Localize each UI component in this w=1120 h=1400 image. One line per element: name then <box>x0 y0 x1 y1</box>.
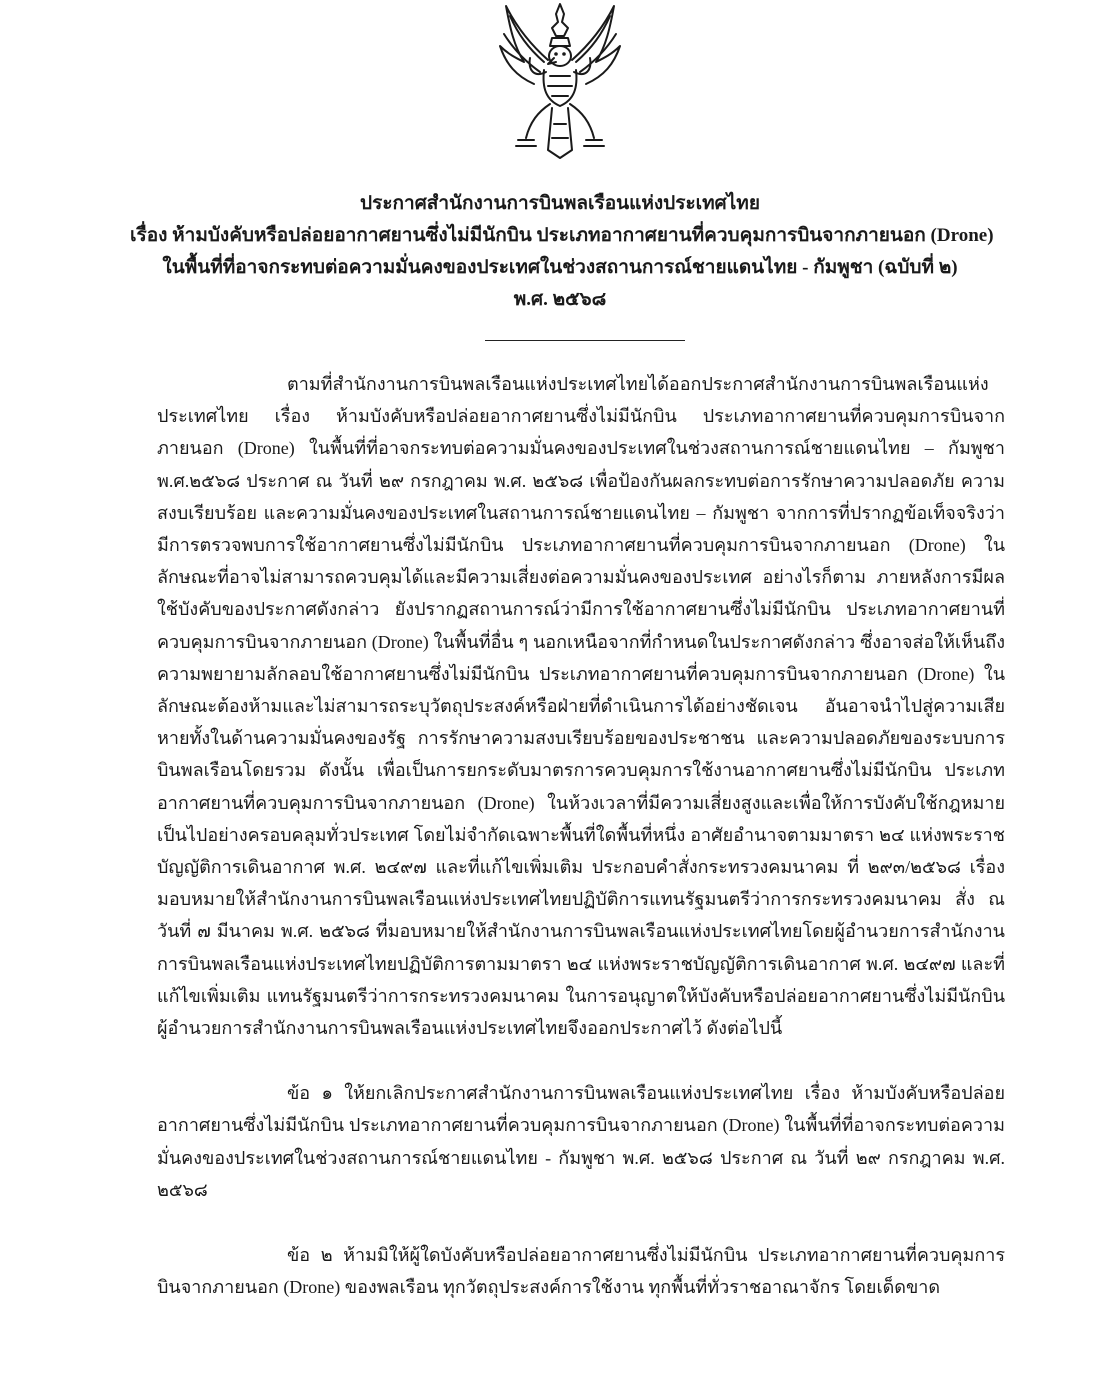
header-subject: เรื่อง ห้ามบังคับหรือปล่อยอากาศยานซึ่งไม่มีนักบิน ประเภทอากาศยานที่ควบคุมการบินจากภายนอก (Drone) <box>130 225 994 246</box>
announcement-body <box>157 368 1005 1303</box>
header-year: พ.ศ. ๒๕๖๘ <box>513 289 607 310</box>
header-divider <box>485 340 685 341</box>
garuda-emblem <box>490 0 630 162</box>
header-issuer: ประกาศสำนักงานการบินพลเรือนแห่งประเทศไทย <box>360 193 760 214</box>
clause-2-paragraph: ข้อ ๒ ห้ามมิให้ผู้ใดบังคับหรือปล่อยอากาศยานซึ่งไม่มีนักบิน ประเภทอากาศยานที่ควบคุมการบินจากภายนอก (Drone) ของพลเรือน ทุกวัตถุประสงค์การใช้งาน ทุกพื้นที่ทั่วราชอาณาจักร โดยเด็ดขาด <box>157 1245 1005 1298</box>
header-subject-continued: ในพื้นที่ที่อาจกระทบต่อความมั่นคงของประเทศในช่วงสถานการณ์ชายแดนไทย - กัมพูชา (ฉบับที่ ๒) <box>162 257 958 278</box>
preamble-paragraph: ตามที่สำนักงานการบินพลเรือนแห่งประเทศไทยได้ออกประกาศสำนักงานการบินพลเรือนแห่งประเทศไทย เรื่อง ห้ามบังคับหรือปล่อยอากาศยานซึ่งไม่มีนักบิน ประเภทอากาศยานที่ควบคุมการบินจากภายนอก (Drone) ในพื้นที่ที่อาจกระทบต่อความมั่นคงของประเทศในช่วงสถานการณ์ชายแดนไทย – กัมพูชา พ.ศ.๒๕๖๘ ประกาศ ณ วันที่ ๒๙ กรกฎาคม พ.ศ. ๒๕๖๘ เพื่อป้องกันผลกระทบต่อการรักษาความปลอดภัย ความสงบเรียบร้อย และความมั่นคงของประเทศในสถานการณ์ชายแดนไทย – กัมพูชา จากการที่ปรากฏข้อเท็จจริงว่ามีการตรวจพบการใช้อากาศยานซึ่งไม่มีนักบิน ประเภทอากาศยานที่ควบคุมการบินจากภายนอก (Drone) ในลักษณะที่อาจไม่สามารถควบคุมได้และมีความเสี่ยงต่อความมั่นคงของประเทศ อย่างไรก็ตาม ภายหลังการมีผลใช้บังคับของประกาศดังกล่าว ยังปรากฏสถานการณ์ว่ามีการใช้อากาศยานซึ่งไม่มีนักบิน ประเภทอากาศยานที่ควบคุมการบินจากภายนอก (Drone) ในพื้นที่อื่น ๆ นอกเหนือจากที่กำหนดในประกาศดังกล่าว ซึ่งอาจส่อให้เห็นถึงความพยายามลักลอบใช้อากาศยานซึ่งไม่มีนักบิน ประเภทอากาศยานที่ควบคุมการบินจากภายนอก (Drone) ในลักษณะต้องห้ามและไม่สามารถระบุวัตถุประสงค์หรือฝ่ายที่ดำเนินการได้อย่างชัดเจน อันอาจนำไปสู่ความเสียหายทั้งในด้านความมั่นคงของรัฐ การรักษาความสงบเรียบร้อยของประชาชน และความปลอดภัยของระบบการบินพลเรือนโดยรวม ดังนั้น เพื่อเป็นการยกระดับมาตรการควบคุมการใช้งานอากาศยานซึ่งไม่มีนักบิน ประเภทอากาศยานที่ควบคุมการบินจากภายนอก (Drone) ในห้วงเวลาที่มีความเสี่ยงสูงและเพื่อให้การบังคับใช้กฎหมายเป็นไปอย่างครอบคลุมทั่วประเทศ โดยไม่จำกัดเฉพาะพื้นที่ใดพื้นที่หนึ่ง อาศัยอำนาจตามมาตรา ๒๔ แห่งพระราชบัญญัติการเดินอากาศ พ.ศ. ๒๔๙๗ และที่แก้ไขเพิ่มเติม ประกอบคำสั่งกระทรวงคมนาคม ที่ ๒๙๓/๒๕๖๘ เรื่อง มอบหมายให้สำนักงานการบินพลเรือนแห่งประเทศไทยปฏิบัติการแทนรัฐมนตรีว่าการกระทรวงคมนาคม สั่ง ณ วันที่ ๗ มีนาคม พ.ศ. ๒๕๖๘ ที่มอบหมายให้สำนักงานการบินพลเรือนแห่งประเทศไทยโดยผู้อำนวยการสำนักงานการบินพลเรือนแห่งประเทศไทยปฏิบัติการตามมาตรา ๒๔ แห่งพระราชบัญญัติการเดินอากาศ พ.ศ. ๒๔๙๗ และที่แก้ไขเพิ่มเติม แทนรัฐมนตรีว่าการกระทรวงคมนาคม ในการอนุญาตให้บังคับหรือปล่อยอากาศยานซึ่งไม่มีนักบิน ผู้อำนวยการสำนักงานการบินพลเรือนแห่งประเทศไทยจึงออกประกาศไว้ ดังต่อไปนี้ <box>157 374 1005 1039</box>
clause-1-paragraph: ข้อ ๑ ให้ยกเลิกประกาศสำนักงานการบินพลเรือนแห่งประเทศไทย เรื่อง ห้ามบังคับหรือปล่อยอากาศยานซึ่งไม่มีนักบิน ประเภทอากาศยานที่ควบคุมการบินจากภายนอก (Drone) ในพื้นที่ที่อาจกระทบต่อความมั่นคงของประเทศในช่วงสถานการณ์ชายแดนไทย - กัมพูชา พ.ศ. ๒๕๖๘ ประกาศ ณ วันที่ ๒๙ กรกฎาคม พ.ศ. ๒๕๖๘ <box>157 1083 1005 1200</box>
announcement-header <box>130 188 994 316</box>
